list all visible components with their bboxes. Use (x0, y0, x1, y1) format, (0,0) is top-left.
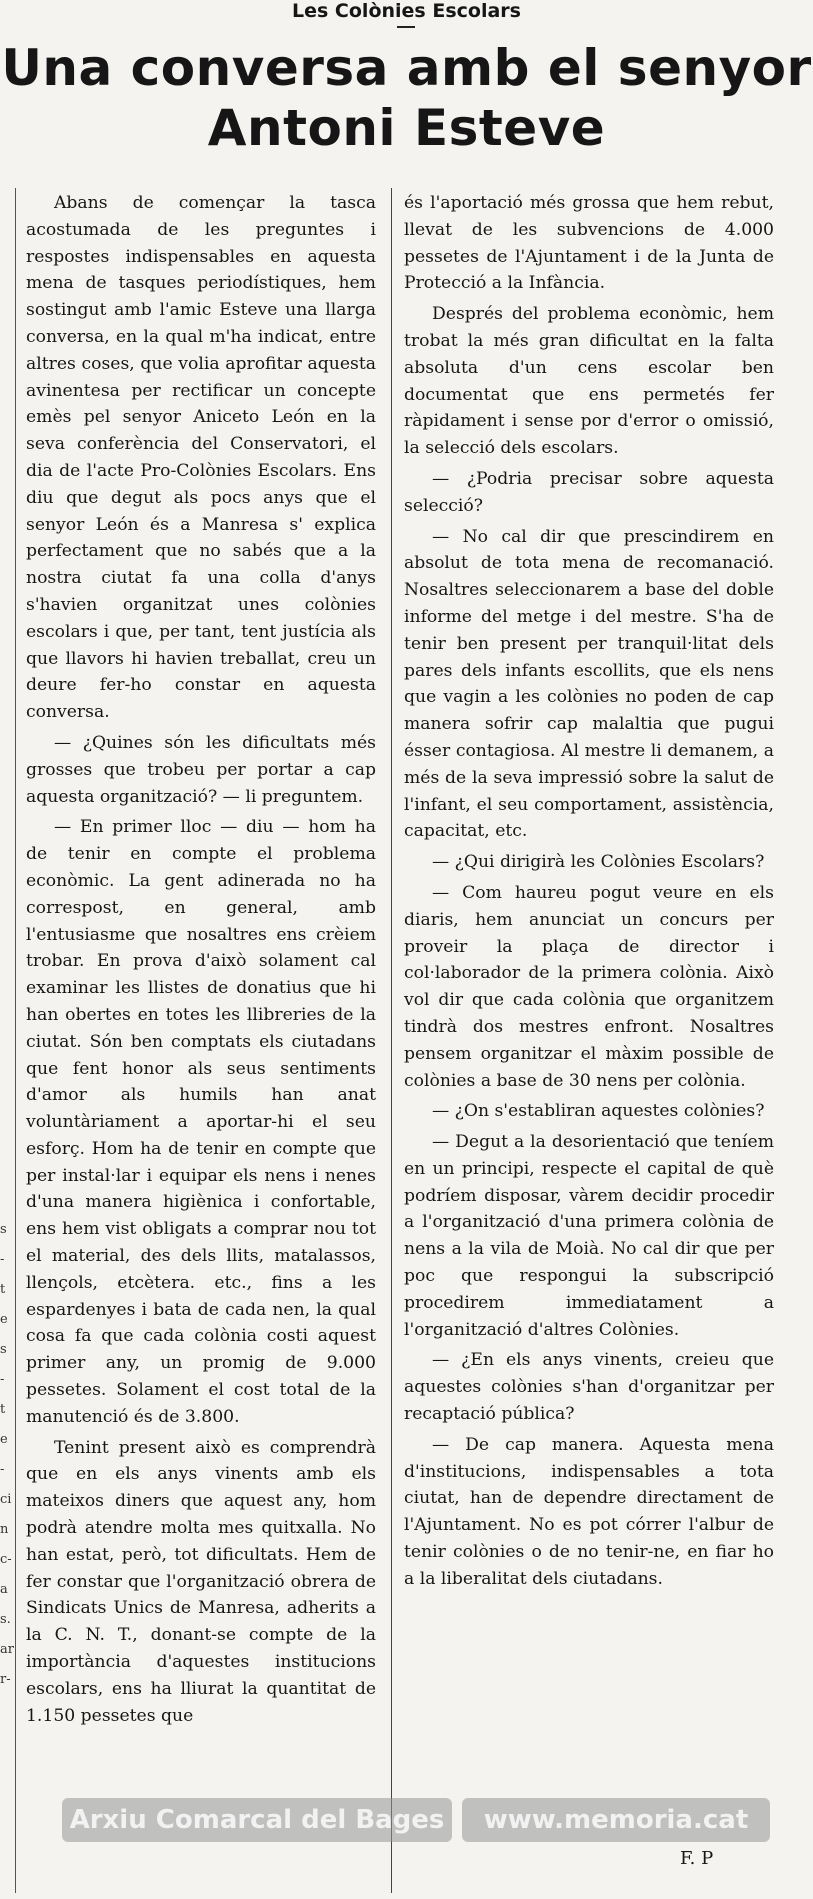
archive-watermark: Arxiu Comarcal del Bages (62, 1798, 452, 1842)
margin-fragment: a (0, 1582, 8, 1597)
paragraph-question: — ¿Podria precisar sobre aquesta selecció? (404, 468, 774, 516)
headline-line-1: Una conversa amb el senyor (1, 39, 812, 97)
margin-fragment: ci (0, 1492, 12, 1507)
paragraph-question: — ¿Quines són les dificultats més grosses que trobeu per portar a cap aquesta organització? — li preguntem. (26, 732, 376, 807)
margin-fragment: s (0, 1342, 7, 1357)
margin-fragment: n (0, 1522, 9, 1537)
margin-fragment: e (0, 1312, 8, 1327)
paragraph-answer: — De cap manera. Aquesta mena d'institucions, indispensables a tota ciutat, han de dependre directament de l'Ajuntament. No es pot córrer l'albur de tenir colònies o de no tenir-ne, en fiar ho a la liberalitat dels ciutadans. (404, 1434, 774, 1589)
margin-fragment: r- (0, 1672, 11, 1687)
paragraph-question: — ¿Qui dirigirà les Colònies Escolars? (432, 852, 765, 873)
article-column-left (26, 190, 376, 1733)
margin-fragment: - (0, 1252, 5, 1267)
margin-fragment: - (0, 1372, 5, 1387)
margin-fragment: c- (0, 1552, 12, 1567)
paragraph-answer: — No cal dir que prescindirem en absolut de tota mena de recomanació. Nosaltres seleccionarem a base del doble informe del metge i del mestre. S'ha de tenir ben present per tranquil·litat dels pares dels infants escollits, que els nens que vagin a les colònies no poden de cap manera sofrir cap malaltia que pugui ésser contagiosa. Al mestre li demanem, a més de la seva impressió sobre la salut de l'infant, el seu comportament, assistència, capacitat, etc. (404, 526, 774, 842)
headline-line-2: Antoni Esteve (207, 99, 606, 157)
article-headline (0, 38, 813, 158)
paragraph-question: — ¿On s'establiran aquestes colònies? (432, 1101, 765, 1122)
website-watermark: www.memoria.cat (462, 1798, 770, 1842)
paragraph-answer: — Com haureu pogut veure en els diaris, hem anunciat un concurs per proveir la plaça de director i col·laborador de la primera colònia. Això vol dir que cada colònia que organitzem tindrà dos mestres enfront. Nosaltres pensem organitzar el màxim possible de colònies a base de 30 nens per colònia. (404, 882, 774, 1091)
paragraph-question: — ¿En els anys vinents, creieu que aquestes colònies s'han d'organitzar per recaptació pública? (404, 1350, 774, 1425)
margin-fragment: t (0, 1402, 6, 1417)
margin-fragment: t (0, 1282, 6, 1297)
adjacent-column-fragments (0, 1215, 14, 1695)
paragraph-answer: Després del problema econòmic, hem trobat la més gran dificultat en la falta absoluta d'un cens escolar ben documentat que ens permetés fer ràpidament i sense por d'error o omissió, la selecció dels escolars. (404, 304, 774, 459)
author-signature: F. P (680, 1848, 714, 1869)
left-edge-rule (15, 188, 16, 1893)
paragraph-answer: Tenint present això es comprendrà que en els anys vinents amb els mateixos diners que aquest any, hom podrà atendre molta mes quitxalla. No han estat, però, tot dificultats. Hem de fer constar que l'organització obrera de Sindicats Unics de Manresa, adherits a la C. N. T., donant-se compte de la importància d'aquestes institucions escolars, ens ha lliurat la quantitat de 1.150 pessetes que (26, 1437, 376, 1726)
title-dash-divider (397, 26, 415, 28)
paragraph-answer: — En primer lloc — diu — hom ha de tenir en compte el problema econòmic. La gent adinerada no ha correspost, en general, amb l'entusiasme que nosaltres ens crèiem trobar. En prova d'això solament cal examinar les llistes de donatius que hi han obertes en totes les llibreries de la ciutat. Són ben comptats els ciutadans que fent honor als seus sentiments d'amor als humils han anat voluntàriament a aportar-hi el seu esforç. Hom ha de tenir en compte que per instal·lar i equipar els nens i nenes d'una manera higiènica i confortable, ens hem vist obligats a comprar nou tot el material, des dels llits, matalassos, llençols, etcètera. etc., fins a les espardenyes i bata de cada nen, la qual cosa fa que cada colònia costi aquest primer any, un promig de 9.000 pessetes. Solament el cost total de la manutenció és de 3.800. (26, 817, 376, 1427)
paragraph-intro: Abans de començar la tasca acostumada de les preguntes i respostes indispensables en aquesta mena de tasques periodístiques, hem sostingut amb l'amic Esteve una llarga conversa, en la qual m'ha indicat, entre altres coses, que volia aprofitar aquesta avinentesa per rectificar un concepte emès pel senyor Aniceto León en la seva conferència del Conservatori, el dia de l'acte Pro-Colònies Escolars. Ens diu que degut als pocs anys que el senyor León és a Manresa s' explica perfectament que no sabés que a la nostra ciutat fa una colla d'anys s'havien organitzat unes colònies escolars i que, per tant, tent justícia als que llavors hi havien treballat, creu un deure fer-ho constar en aquesta conversa. (26, 193, 376, 723)
margin-fragment: s. (0, 1612, 11, 1627)
margin-fragment: - (0, 1462, 5, 1477)
paragraph-answer: — Degut a la desorientació que teníem en un principi, respecte el capital de què podríem disposar, vàrem decidir procedir a l'organització d'una primera colònia de nens a la vila de Moià. No cal dir que per poc que respongui la subscripció procedirem immediatament a l'organització d'altres Colònies. (404, 1132, 774, 1340)
margin-fragment: ar (0, 1642, 14, 1657)
section-label: Les Colònies Escolars (292, 0, 521, 22)
margin-fragment: s (0, 1222, 7, 1237)
margin-fragment: e (0, 1432, 8, 1447)
article-column-right (404, 190, 774, 1597)
paragraph-continued: és l'aportació més grossa que hem rebut, llevat de les subvencions de 4.000 pessetes de l'Ajuntament i de la Junta de Protecció a la Infància. (404, 193, 774, 294)
column-divider (391, 188, 392, 1893)
